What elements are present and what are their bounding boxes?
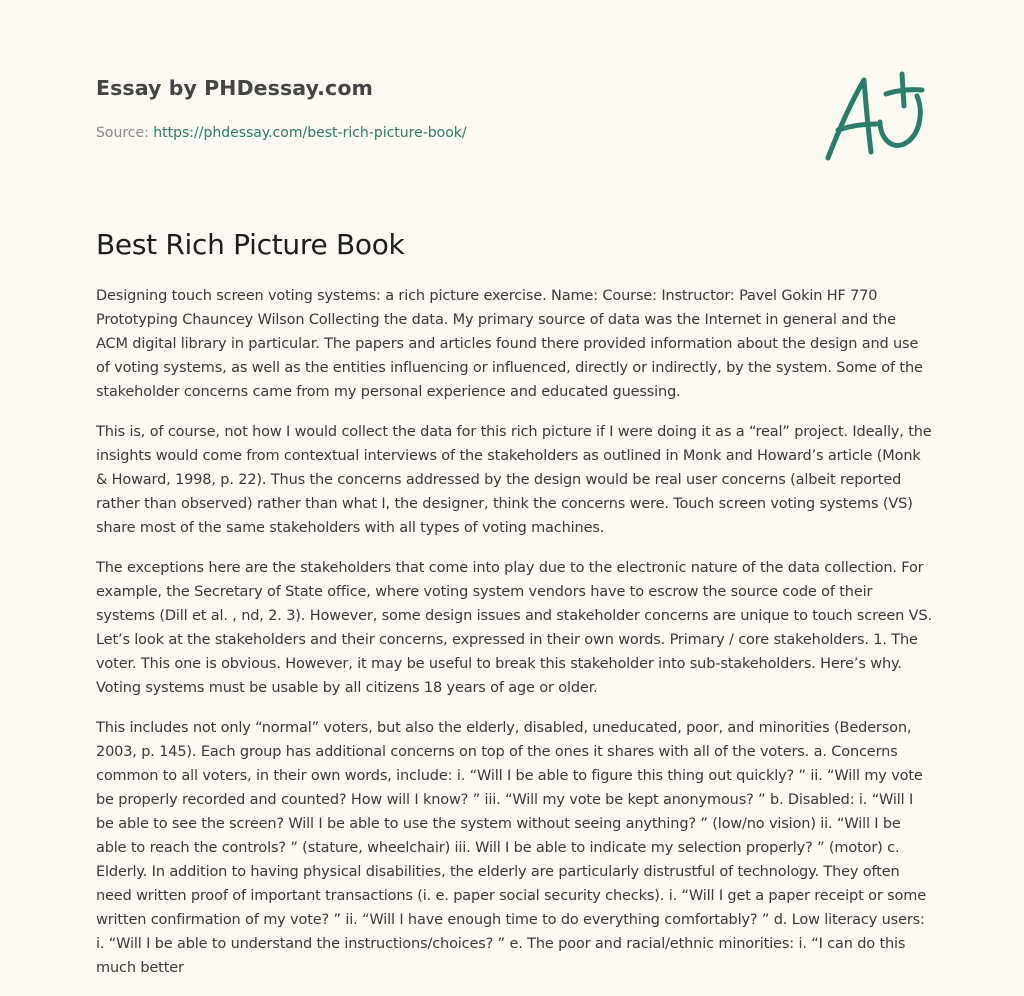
source-line [96,125,467,141]
essay-body [96,284,932,996]
a-plus-grade-icon [824,66,928,166]
essay-paragraph: This is, of course, not how I would collect the data for this rich picture if I were doing it as a “real” project. Ideally, the insights would come from contextual interviews of the stakeholders as outlined in Monk and Howard’s article (Monk & Howard, 1998, p. 22). Thus the concerns addressed by the design would be real user concerns (albeit reported rather than observed) rather than what I, the designer, think the concerns were. Touch screen voting systems (VS) share most of the same stakeholders with all types of voting machines. [96,424,932,536]
essay-title: Best Rich Picture Book [96,228,405,261]
source-link[interactable]: https://phdessay.com/best-rich-picture-book/ [153,125,467,141]
site-brand: Essay by PHDessay.com [96,76,373,100]
essay-paragraph: The exceptions here are the stakeholders that come into play due to the electronic nature of the data collection. For example, the Secretary of State office, where voting system vendors have to escrow the source code of their systems (Dill et al. , nd, 2. 3). However, some design issues and stakeholder concerns are unique to touch screen VS. Let’s look at the stakeholders and their concerns, expressed in their own words. Primary / core stakeholders. 1. The voter. This one is obvious. However, it may be useful to break this stakeholder into sub-stakeholders. Here’s why. Voting systems must be usable by all citizens 18 years of age or older. [96,560,932,696]
source-label: Source: [96,125,154,141]
essay-paragraph: Designing touch screen voting systems: a rich picture exercise. Name: Course: Instructor: Pavel Gokin HF 770 Prototyping Chauncey Wilson Collecting the data. My primary source of data was the Internet in general and the ACM digital library in particular. The papers and articles found there provided information about the design and use of voting systems, as well as the entities influencing or influenced, directly or indirectly, by the system. Some of the stakeholder concerns came from my personal experience and educated guessing. [96,288,923,400]
essay-paragraph: This includes not only “normal” voters, but also the elderly, disabled, uneducated, poor, and minorities (Bederson, 2003, p. 145). Each group has additional concerns on top of the ones it shares with all of the voters. a. Concerns common to all voters, in their own words, include: i. “Will I be able to figure this thing out quickly? ” ii. “Will my vote be properly recorded and counted? How will I know? ” iii. “Will my vote be kept anonymous? ” b. Disabled: i. “Will I be able to see the screen? Will I be able to use the system without seeing anything? ” (low/no vision) ii. “Will I be able to reach the controls? ” (stature, wheelchair) iii. Will I be able to indicate my selection properly? ” (motor) c. Elderly. In addition to having physical disabilities, the elderly are particularly distrustful of technology. They often need written proof of important transactions (i. e. paper social security checks). i. “Will I get a paper receipt or some written confirmation of my vote? ” ii. “Will I have enough time to do everything comfortably? ” d. Low literacy users: i. “Will I be able to understand the instructions/choices? ” e. The poor and racial/ethnic minorities: i. “I can do this much better [96,720,926,976]
